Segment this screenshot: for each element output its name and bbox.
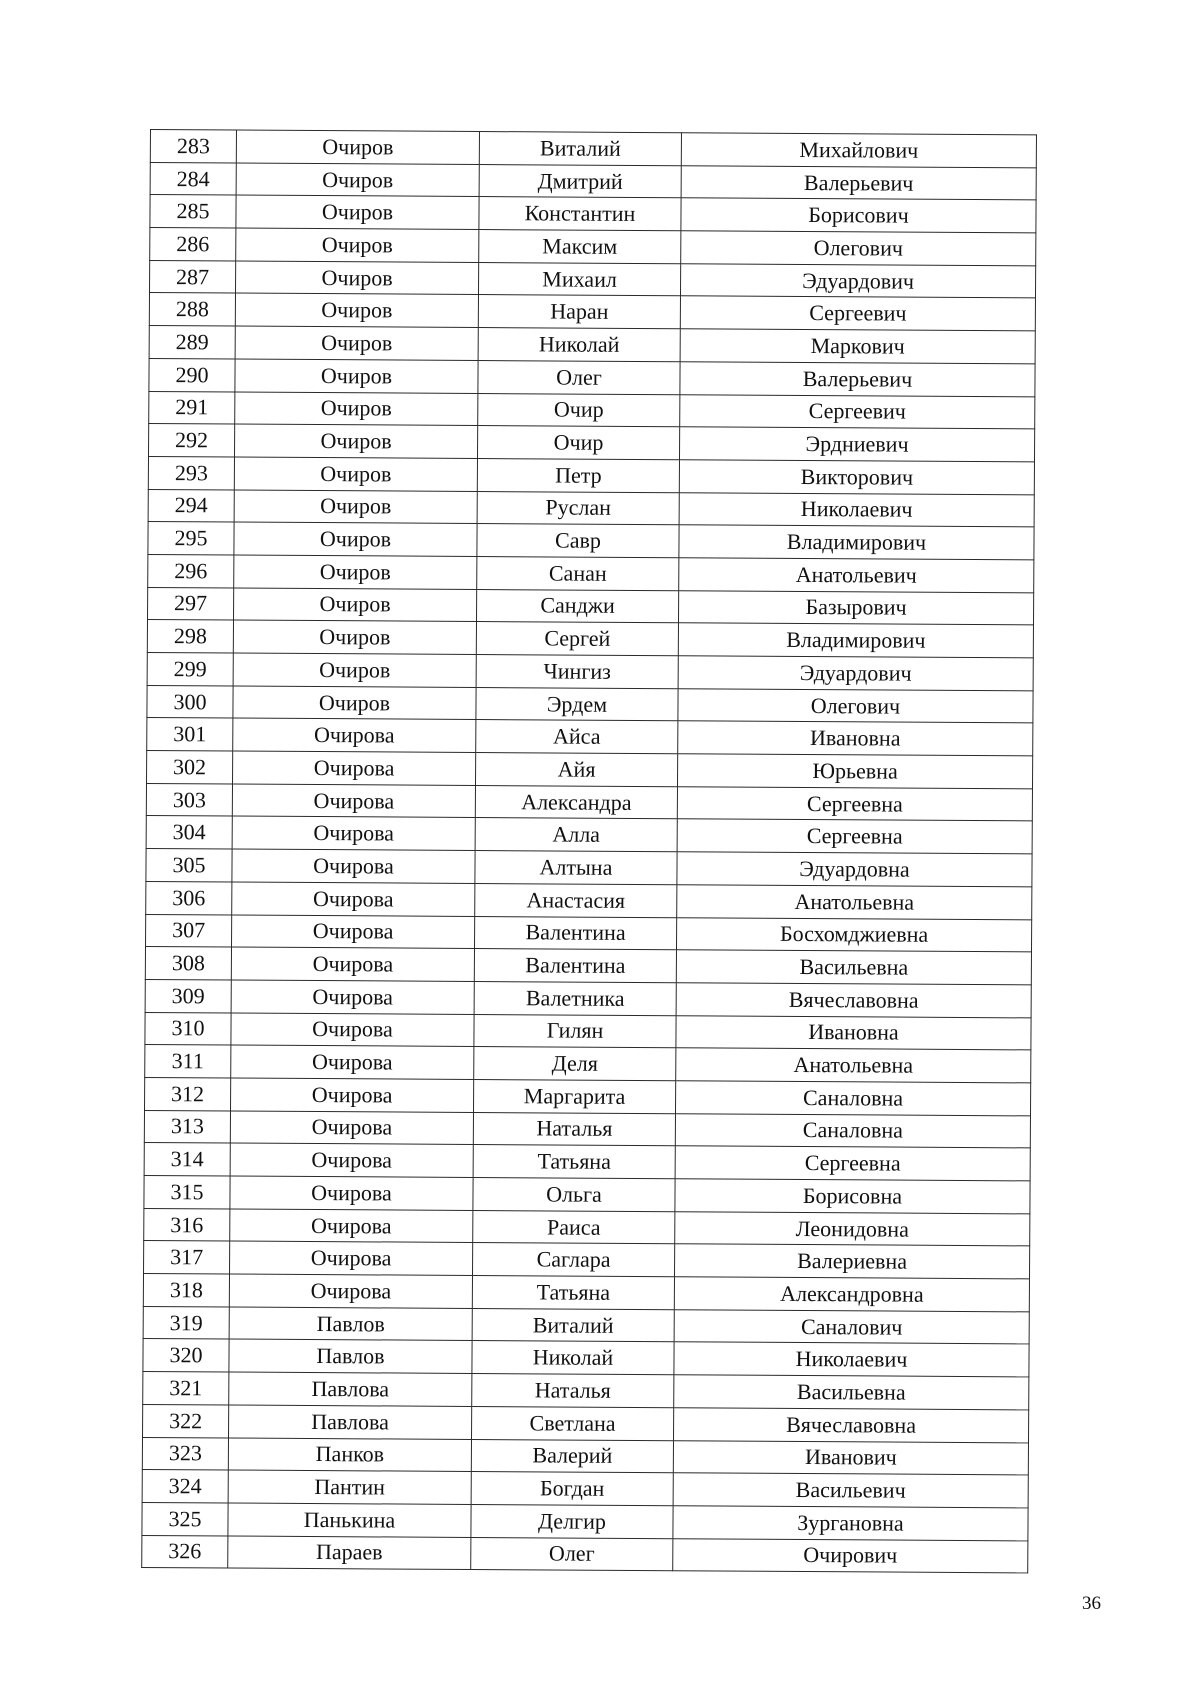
- first-name-cell: Алла: [475, 818, 677, 852]
- table-row: [143, 1372, 1029, 1410]
- row-number-cell: 321: [143, 1372, 229, 1405]
- last-name-cell: Павлова: [229, 1405, 472, 1439]
- row-number-cell: 294: [148, 489, 234, 522]
- patronymic-cell: Сергеевна: [675, 1146, 1030, 1181]
- first-name-cell: Валетника: [474, 981, 676, 1015]
- first-name-cell: Светлана: [472, 1406, 674, 1440]
- row-number-cell: 296: [148, 554, 234, 587]
- name-list-table: [141, 129, 1037, 1574]
- patronymic-cell: Олегович: [681, 231, 1036, 266]
- first-name-cell: Валентина: [474, 949, 676, 983]
- first-name-cell: Очир: [477, 426, 679, 460]
- patronymic-cell: Валерьевич: [680, 362, 1035, 397]
- patronymic-cell: Александровна: [674, 1277, 1029, 1312]
- last-name-cell: Очиров: [234, 555, 477, 589]
- table-row: [149, 391, 1035, 429]
- row-number-cell: 314: [144, 1143, 230, 1176]
- first-name-cell: Олег: [471, 1537, 673, 1571]
- table-row: [144, 1143, 1030, 1181]
- table-row: [149, 326, 1035, 364]
- first-name-cell: Саглара: [473, 1243, 675, 1277]
- last-name-cell: Очирова: [230, 1241, 473, 1275]
- row-number-cell: 306: [146, 881, 232, 914]
- last-name-cell: Очирова: [231, 1045, 474, 1079]
- table-row: [146, 849, 1032, 887]
- row-number-cell: 283: [150, 130, 236, 163]
- first-name-cell: Николай: [472, 1341, 674, 1375]
- first-name-cell: Татьяна: [473, 1145, 675, 1179]
- patronymic-cell: Олегович: [678, 688, 1033, 723]
- last-name-cell: Очирова: [231, 980, 474, 1014]
- row-number-cell: 318: [143, 1274, 229, 1307]
- table-row: [147, 685, 1033, 723]
- table-row: [144, 1110, 1030, 1148]
- patronymic-cell: Вячеславовна: [676, 983, 1031, 1018]
- first-name-cell: Руслан: [477, 491, 679, 525]
- row-number-cell: 299: [147, 652, 233, 685]
- table-row: [143, 1339, 1029, 1377]
- table-row: [145, 1077, 1031, 1115]
- first-name-cell: Богдан: [471, 1472, 673, 1506]
- last-name-cell: Очиров: [236, 228, 479, 262]
- row-number-cell: 295: [148, 522, 234, 555]
- first-name-cell: Айса: [476, 720, 678, 754]
- last-name-cell: Очиров: [235, 359, 478, 393]
- patronymic-cell: Саналовна: [675, 1081, 1030, 1116]
- last-name-cell: Павлова: [229, 1372, 472, 1406]
- table-row: [144, 1241, 1030, 1279]
- table-row: [145, 1012, 1031, 1050]
- first-name-cell: Татьяна: [472, 1276, 674, 1310]
- last-name-cell: Панков: [228, 1438, 471, 1472]
- table-row: [143, 1404, 1029, 1442]
- first-name-cell: Наран: [478, 295, 680, 329]
- patronymic-cell: Иванович: [673, 1440, 1028, 1475]
- last-name-cell: Очирова: [230, 1111, 473, 1145]
- last-name-cell: Очирова: [230, 1143, 473, 1177]
- table-row: [146, 914, 1032, 952]
- row-number-cell: 317: [144, 1241, 230, 1274]
- patronymic-cell: Сергеевна: [677, 786, 1032, 821]
- patronymic-cell: Базырович: [678, 590, 1033, 625]
- row-number-cell: 326: [142, 1535, 228, 1568]
- patronymic-cell: Анатольевна: [676, 1048, 1031, 1083]
- first-name-cell: Очир: [478, 393, 680, 427]
- patronymic-cell: Викторович: [679, 460, 1034, 495]
- table-row: [148, 587, 1034, 625]
- first-name-cell: Михаил: [478, 262, 680, 296]
- patronymic-cell: Владимирович: [679, 525, 1034, 560]
- patronymic-cell: Эдуардович: [680, 263, 1035, 298]
- first-name-cell: Ольга: [473, 1177, 675, 1211]
- last-name-cell: Очирова: [231, 947, 474, 981]
- row-number-cell: 313: [144, 1110, 230, 1143]
- first-name-cell: Анастасия: [475, 883, 677, 917]
- patronymic-cell: Сергеевна: [677, 819, 1032, 854]
- row-number-cell: 291: [149, 391, 235, 424]
- row-number-cell: 286: [150, 228, 236, 261]
- table-row: [147, 751, 1033, 789]
- patronymic-cell: Зургановна: [673, 1506, 1028, 1541]
- first-name-cell: Максим: [479, 230, 681, 264]
- patronymic-cell: Очирович: [673, 1538, 1028, 1573]
- table-row: [150, 228, 1036, 266]
- first-name-cell: Гилян: [474, 1014, 676, 1048]
- table-row: [147, 718, 1033, 756]
- name-list-body: [142, 130, 1037, 1574]
- table-row: [144, 1175, 1030, 1213]
- table-row: [148, 489, 1034, 527]
- row-number-cell: 325: [142, 1502, 228, 1535]
- last-name-cell: Очиров: [234, 588, 477, 622]
- page-number: 36: [1082, 1593, 1101, 1614]
- last-name-cell: Панькина: [228, 1503, 471, 1537]
- first-name-cell: Николай: [478, 328, 680, 362]
- row-number-cell: 310: [145, 1012, 231, 1045]
- last-name-cell: Очиров: [235, 261, 478, 295]
- row-number-cell: 301: [147, 718, 233, 751]
- patronymic-cell: Ивановна: [676, 1015, 1031, 1050]
- table-row: [142, 1437, 1028, 1475]
- last-name-cell: Очиров: [234, 424, 477, 458]
- table-row: [149, 260, 1035, 298]
- first-name-cell: Айя: [475, 753, 677, 787]
- row-number-cell: 297: [148, 587, 234, 620]
- last-name-cell: Очиров: [235, 293, 478, 327]
- patronymic-cell: Васильевич: [673, 1473, 1028, 1508]
- table-row: [146, 881, 1032, 919]
- row-number-cell: 284: [150, 162, 236, 195]
- patronymic-cell: Юрьевна: [677, 754, 1032, 789]
- last-name-cell: Очирова: [232, 784, 475, 818]
- last-name-cell: Очиров: [233, 620, 476, 654]
- row-number-cell: 304: [146, 816, 232, 849]
- row-number-cell: 323: [142, 1437, 228, 1470]
- patronymic-cell: Эдуардович: [678, 656, 1033, 691]
- row-number-cell: 316: [144, 1208, 230, 1241]
- row-number-cell: 309: [145, 979, 231, 1012]
- patronymic-cell: Эдуардовна: [677, 852, 1032, 887]
- last-name-cell: Очирова: [230, 1209, 473, 1243]
- last-name-cell: Пантин: [228, 1470, 471, 1504]
- table-row: [148, 554, 1034, 592]
- last-name-cell: Очирова: [231, 1078, 474, 1112]
- row-number-cell: 307: [146, 914, 232, 947]
- last-name-cell: Очиров: [236, 163, 479, 197]
- patronymic-cell: Николаевич: [679, 492, 1034, 527]
- first-name-cell: Сергей: [476, 622, 678, 656]
- first-name-cell: Чингиз: [476, 655, 678, 689]
- patronymic-cell: Босхомджиевна: [676, 917, 1031, 952]
- table-row: [144, 1208, 1030, 1246]
- table-row: [146, 816, 1032, 854]
- first-name-cell: Валерий: [471, 1439, 673, 1473]
- table-row: [150, 130, 1036, 168]
- patronymic-cell: Борисовна: [675, 1179, 1030, 1214]
- row-number-cell: 292: [149, 424, 235, 457]
- first-name-cell: Константин: [479, 197, 681, 231]
- patronymic-cell: Анатольевна: [677, 885, 1032, 920]
- last-name-cell: Павлов: [229, 1307, 472, 1341]
- last-name-cell: Очиров: [235, 326, 478, 360]
- table-row: [145, 1045, 1031, 1083]
- last-name-cell: Очиров: [234, 490, 477, 524]
- table-row: [150, 162, 1036, 200]
- patronymic-cell: Михайлович: [681, 133, 1036, 168]
- row-number-cell: 290: [149, 358, 235, 391]
- first-name-cell: Виталий: [472, 1308, 674, 1342]
- last-name-cell: Очирова: [230, 1176, 473, 1210]
- first-name-cell: Петр: [477, 458, 679, 492]
- last-name-cell: Параев: [228, 1536, 471, 1570]
- table-row: [146, 783, 1032, 821]
- row-number-cell: 311: [145, 1045, 231, 1078]
- patronymic-cell: Сергеевич: [680, 394, 1035, 429]
- row-number-cell: 320: [143, 1339, 229, 1372]
- table-row: [142, 1535, 1028, 1573]
- table-row: [143, 1306, 1029, 1344]
- first-name-cell: Эрдем: [476, 687, 678, 721]
- last-name-cell: Очирова: [232, 849, 475, 883]
- row-number-cell: 315: [144, 1175, 230, 1208]
- first-name-cell: Виталий: [479, 132, 681, 166]
- last-name-cell: Очиров: [236, 130, 479, 164]
- last-name-cell: Очиров: [235, 392, 478, 426]
- patronymic-cell: Владимирович: [678, 623, 1033, 658]
- last-name-cell: Очиров: [234, 457, 477, 491]
- first-name-cell: Олег: [478, 360, 680, 394]
- table-row: [145, 947, 1031, 985]
- row-number-cell: 305: [146, 849, 232, 882]
- first-name-cell: Дмитрий: [479, 164, 681, 198]
- patronymic-cell: Эрдниевич: [679, 427, 1034, 462]
- patronymic-cell: Сергеевич: [680, 296, 1035, 331]
- table-row: [149, 358, 1035, 396]
- patronymic-cell: Анатольевич: [679, 558, 1034, 593]
- table-row: [147, 620, 1033, 658]
- last-name-cell: Очирова: [232, 915, 475, 949]
- last-name-cell: Очирова: [233, 751, 476, 785]
- table-row: [149, 293, 1035, 331]
- first-name-cell: Александра: [475, 785, 677, 819]
- patronymic-cell: Борисович: [681, 198, 1036, 233]
- row-number-cell: 308: [145, 947, 231, 980]
- row-number-cell: 319: [143, 1306, 229, 1339]
- patronymic-cell: Саналович: [674, 1309, 1029, 1344]
- table-row: [143, 1274, 1029, 1312]
- first-name-cell: Делгир: [471, 1504, 673, 1538]
- patronymic-cell: Ивановна: [678, 721, 1033, 756]
- first-name-cell: Валентина: [474, 916, 676, 950]
- last-name-cell: Очирова: [232, 816, 475, 850]
- first-name-cell: Раиса: [473, 1210, 675, 1244]
- last-name-cell: Очирова: [229, 1274, 472, 1308]
- row-number-cell: 302: [147, 751, 233, 784]
- first-name-cell: Деля: [474, 1047, 676, 1081]
- patronymic-cell: Леонидовна: [675, 1211, 1030, 1246]
- table-row: [142, 1470, 1028, 1508]
- patronymic-cell: Васильевна: [676, 950, 1031, 985]
- table-row: [148, 456, 1034, 494]
- row-number-cell: 298: [147, 620, 233, 653]
- table-row: [145, 979, 1031, 1017]
- last-name-cell: Павлов: [229, 1339, 472, 1373]
- row-number-cell: 303: [146, 783, 232, 816]
- patronymic-cell: Саналовна: [675, 1113, 1030, 1148]
- row-number-cell: 312: [145, 1077, 231, 1110]
- first-name-cell: Наталья: [472, 1374, 674, 1408]
- last-name-cell: Очиров: [234, 522, 477, 556]
- last-name-cell: Очирова: [232, 882, 475, 916]
- table-row: [148, 522, 1034, 560]
- row-number-cell: 293: [148, 456, 234, 489]
- patronymic-cell: Николаевич: [674, 1342, 1029, 1377]
- row-number-cell: 287: [149, 260, 235, 293]
- first-name-cell: Санджи: [476, 589, 678, 623]
- patronymic-cell: Валериевна: [674, 1244, 1029, 1279]
- table-row: [147, 652, 1033, 690]
- first-name-cell: Наталья: [473, 1112, 675, 1146]
- row-number-cell: 285: [150, 195, 236, 228]
- last-name-cell: Очирова: [233, 718, 476, 752]
- row-number-cell: 300: [147, 685, 233, 718]
- row-number-cell: 324: [142, 1470, 228, 1503]
- last-name-cell: Очиров: [233, 653, 476, 687]
- table-row: [149, 424, 1035, 462]
- first-name-cell: Савр: [477, 524, 679, 558]
- last-name-cell: Очиров: [236, 195, 479, 229]
- row-number-cell: 322: [143, 1404, 229, 1437]
- last-name-cell: Очиров: [233, 686, 476, 720]
- first-name-cell: Алтына: [475, 851, 677, 885]
- table-row: [142, 1502, 1028, 1540]
- patronymic-cell: Васильевна: [674, 1375, 1029, 1410]
- first-name-cell: Маргарита: [474, 1079, 676, 1113]
- patronymic-cell: Вячеславовна: [674, 1408, 1029, 1443]
- patronymic-cell: Валерьевич: [681, 165, 1036, 200]
- row-number-cell: 288: [149, 293, 235, 326]
- patronymic-cell: Маркович: [680, 329, 1035, 364]
- row-number-cell: 289: [149, 326, 235, 359]
- last-name-cell: Очирова: [231, 1013, 474, 1047]
- table-row: [150, 195, 1036, 233]
- first-name-cell: Санан: [477, 556, 679, 590]
